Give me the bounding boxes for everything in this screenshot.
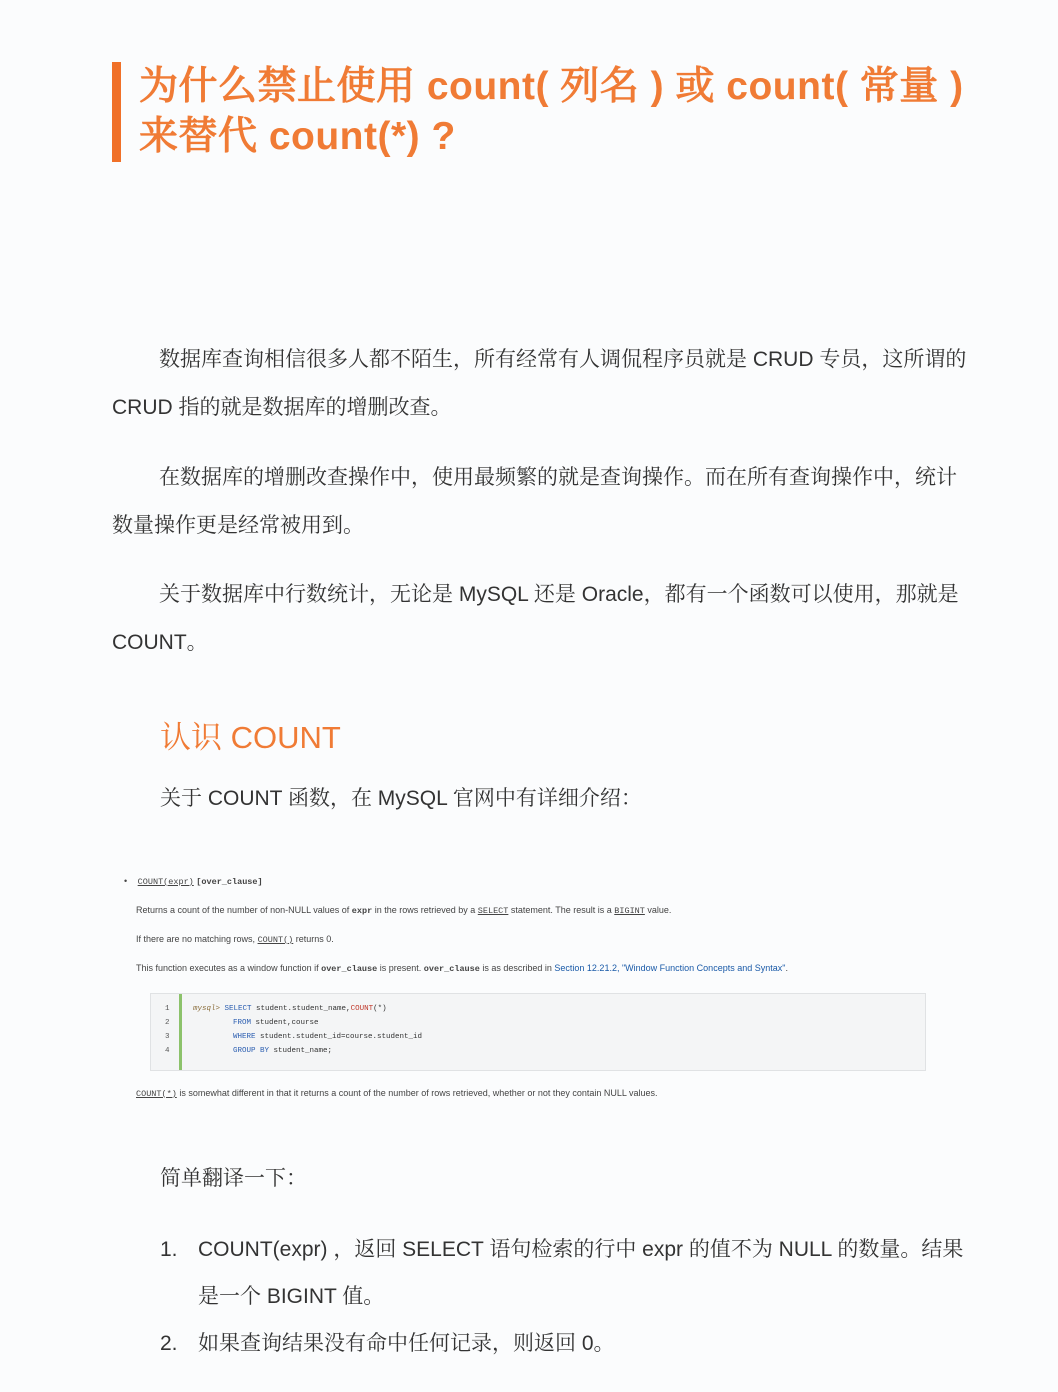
code-line-3: [233, 1033, 422, 1041]
list-item: [160, 1320, 980, 1367]
code-prompt: mysql>: [193, 1005, 221, 1013]
code-line-4: [233, 1047, 332, 1055]
doc-text: returns 0.: [293, 934, 334, 944]
code-block: [150, 993, 926, 1071]
paragraph-1: 数据库查询相信很多人都不陌生，所有经常有人调侃程序员就是 CRUD 专员，这所谓的 CRUD 指的就是数据库的增删改查。: [112, 348, 967, 419]
list-text: COUNT(expr) ，返回 SELECT 语句检索的行中 expr 的值不为 NULL 的数量。结果是一个 BIGINT 值。: [198, 1238, 964, 1308]
doc-line-2: [136, 934, 334, 945]
doc-section-link[interactable]: Section 12.21.2, "Window Function Concepts and Syntax": [554, 963, 786, 973]
list-number: 2.: [160, 1332, 178, 1355]
doc-bigint-link[interactable]: BIGINT: [614, 906, 645, 916]
code-line-1: [193, 1005, 387, 1013]
doc-select-link[interactable]: SELECT: [477, 906, 509, 916]
list-text: 如果查询结果没有命中任何记录，则返回 0。: [198, 1332, 615, 1355]
doc-over-clause: over_clause: [321, 964, 378, 974]
code-function: COUNT: [350, 1005, 374, 1013]
embedded-doc-screenshot: [120, 868, 930, 1108]
doc-footer: [136, 1088, 658, 1099]
doc-line-1: [136, 905, 671, 916]
doc-count-link[interactable]: COUNT(): [257, 935, 294, 945]
code-text: (*): [373, 1005, 387, 1013]
list-number: 1.: [160, 1238, 178, 1261]
article-title: [139, 62, 1019, 162]
doc-over-clause: over_clause: [423, 964, 480, 974]
bullet-icon: •: [124, 876, 128, 886]
code-keyword: WHERE: [233, 1033, 256, 1041]
doc-expr: expr: [351, 906, 373, 916]
doc-text: Returns a count of the number of non-NULL values of: [136, 905, 352, 915]
doc-signature-over: [over_clause]: [196, 877, 263, 887]
code-line-2: [233, 1019, 319, 1027]
doc-signature: [124, 876, 263, 887]
code-text: student.student_id=course.student_id: [255, 1033, 423, 1041]
code-text: student.student_name,: [251, 1005, 351, 1013]
title-block: [112, 62, 1019, 162]
line-number: 3: [165, 1033, 170, 1041]
doc-signature-func[interactable]: COUNT(expr): [137, 877, 194, 887]
section-heading: 认识 COUNT: [160, 720, 341, 755]
translation-list: [160, 1226, 980, 1367]
line-number: 4: [165, 1047, 170, 1055]
doc-text: is somewhat different in that it returns a count of the number of rows retrieved, whether or not they contain NULL values.: [176, 1088, 658, 1098]
translation-heading: 简单翻译一下：: [160, 1167, 307, 1190]
doc-line-3: [136, 963, 788, 974]
line-number: 1: [165, 1005, 170, 1013]
paragraph-2: 在数据库的增删改查操作中，使用最频繁的就是查询操作。而在所有查询操作中，统计数量操作更是经常被用到。: [112, 466, 957, 537]
doc-text: in the rows retrieved by a: [372, 905, 478, 915]
line-number: 2: [165, 1019, 170, 1027]
paragraph-3: 关于数据库中行数统计，无论是 MySQL 还是 Oracle，都有一个函数可以使用，那就是 COUNT。: [112, 583, 959, 654]
doc-text: If there are no matching rows,: [136, 934, 258, 944]
code-keyword: FROM: [233, 1019, 252, 1027]
doc-text: This function executes as a window function if: [136, 963, 322, 973]
code-text: student_name;: [269, 1047, 333, 1055]
title-line-1: 为什么禁止使用 count( 列名 ) 或 count( 常量 ): [139, 65, 964, 108]
section-intro: 关于 COUNT 函数，在 MySQL 官网中有详细介绍：: [160, 787, 642, 810]
doc-text: is as described in: [479, 963, 555, 973]
code-keyword: SELECT: [224, 1005, 252, 1013]
doc-text: is present.: [377, 963, 424, 973]
code-text: student,course: [251, 1019, 319, 1027]
doc-text: value.: [644, 905, 672, 915]
code-keyword: GROUP BY: [233, 1047, 270, 1055]
doc-text: .: [785, 963, 788, 973]
title-line-2: 来替代 count(*) ?: [139, 115, 456, 158]
doc-count-star-link[interactable]: COUNT(*): [136, 1089, 177, 1099]
list-item: [160, 1226, 980, 1320]
doc-text: statement. The result is a: [508, 905, 615, 915]
